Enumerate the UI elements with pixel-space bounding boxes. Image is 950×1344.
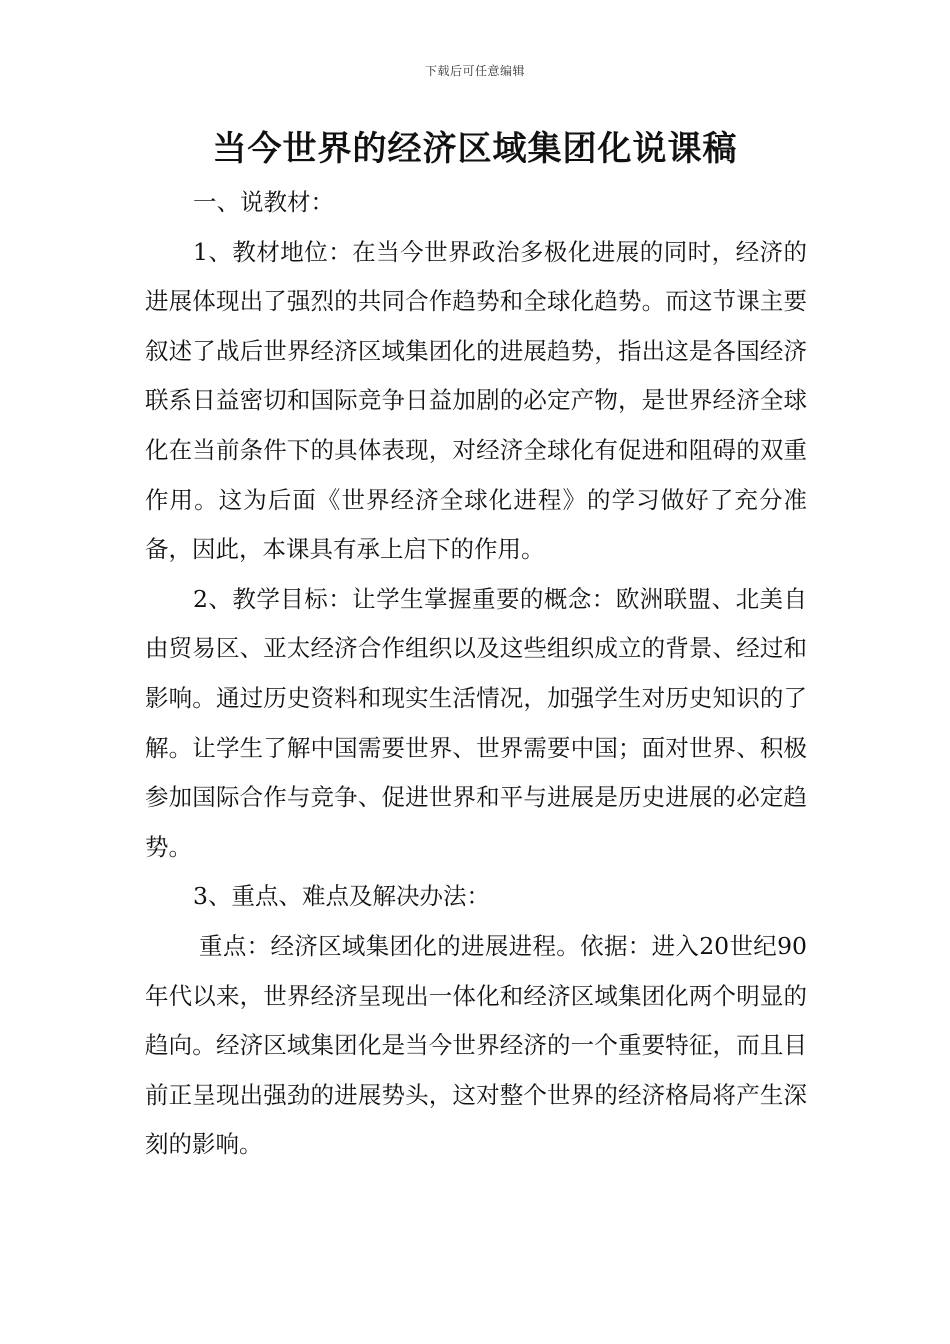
paragraph-key-points-heading: 3、重点、难点及解决办法： [193,882,490,911]
document-title: 当今世界的经济区域集团化说课稿 [212,129,738,169]
paragraph-teaching-goals: 2、教学目标：让学生掌握重要的概念：欧洲联盟、北美自由贸易区、亚太经济合作组织以及这些组织成立的背景、经过和影响。通过历史资料和现实生活情况，加强学生对历史知识的了解。让学生了解中国需要世界、世界需要中国；面对世界、积极参加国际合作与竞争、促进世界和平与进展是历史进展的必定趋势。 [145,584,807,861]
document-body [145,178,807,1170]
paragraph-key-point: 重点：经济区域集团化的进展进程。依据：进入20世纪90年代以来，世界经济呈现出一体化和经济区域集团化两个明显的趋向。经济区域集团化是当今世界经济的一个重要特征，而且目前正呈现出强劲的进展势头，这对整个世界的经济格局将产生深刻的影响。 [145,931,807,1159]
section-heading: 一、说教材： [193,188,334,216]
paragraph-textbook-position: 1、教材地位：在当今世界政治多极化进展的同时，经济的进展体现出了强烈的共同合作趋势和全球化趋势。而这节课主要叙述了战后世界经济区域集团化的进展趋势，指出这是各国经济联系日益密切和国际竞争日益加剧的必定产物，是世界经济全球化在当前条件下的具体表现，对经济全球化有促进和阻碍的双重作用。这为后面《世界经济全球化进程》的学习做好了充分准备，因此，本课具有承上启下的作用。 [145,237,807,564]
header-note: 下载后可任意编辑 [424,64,525,78]
